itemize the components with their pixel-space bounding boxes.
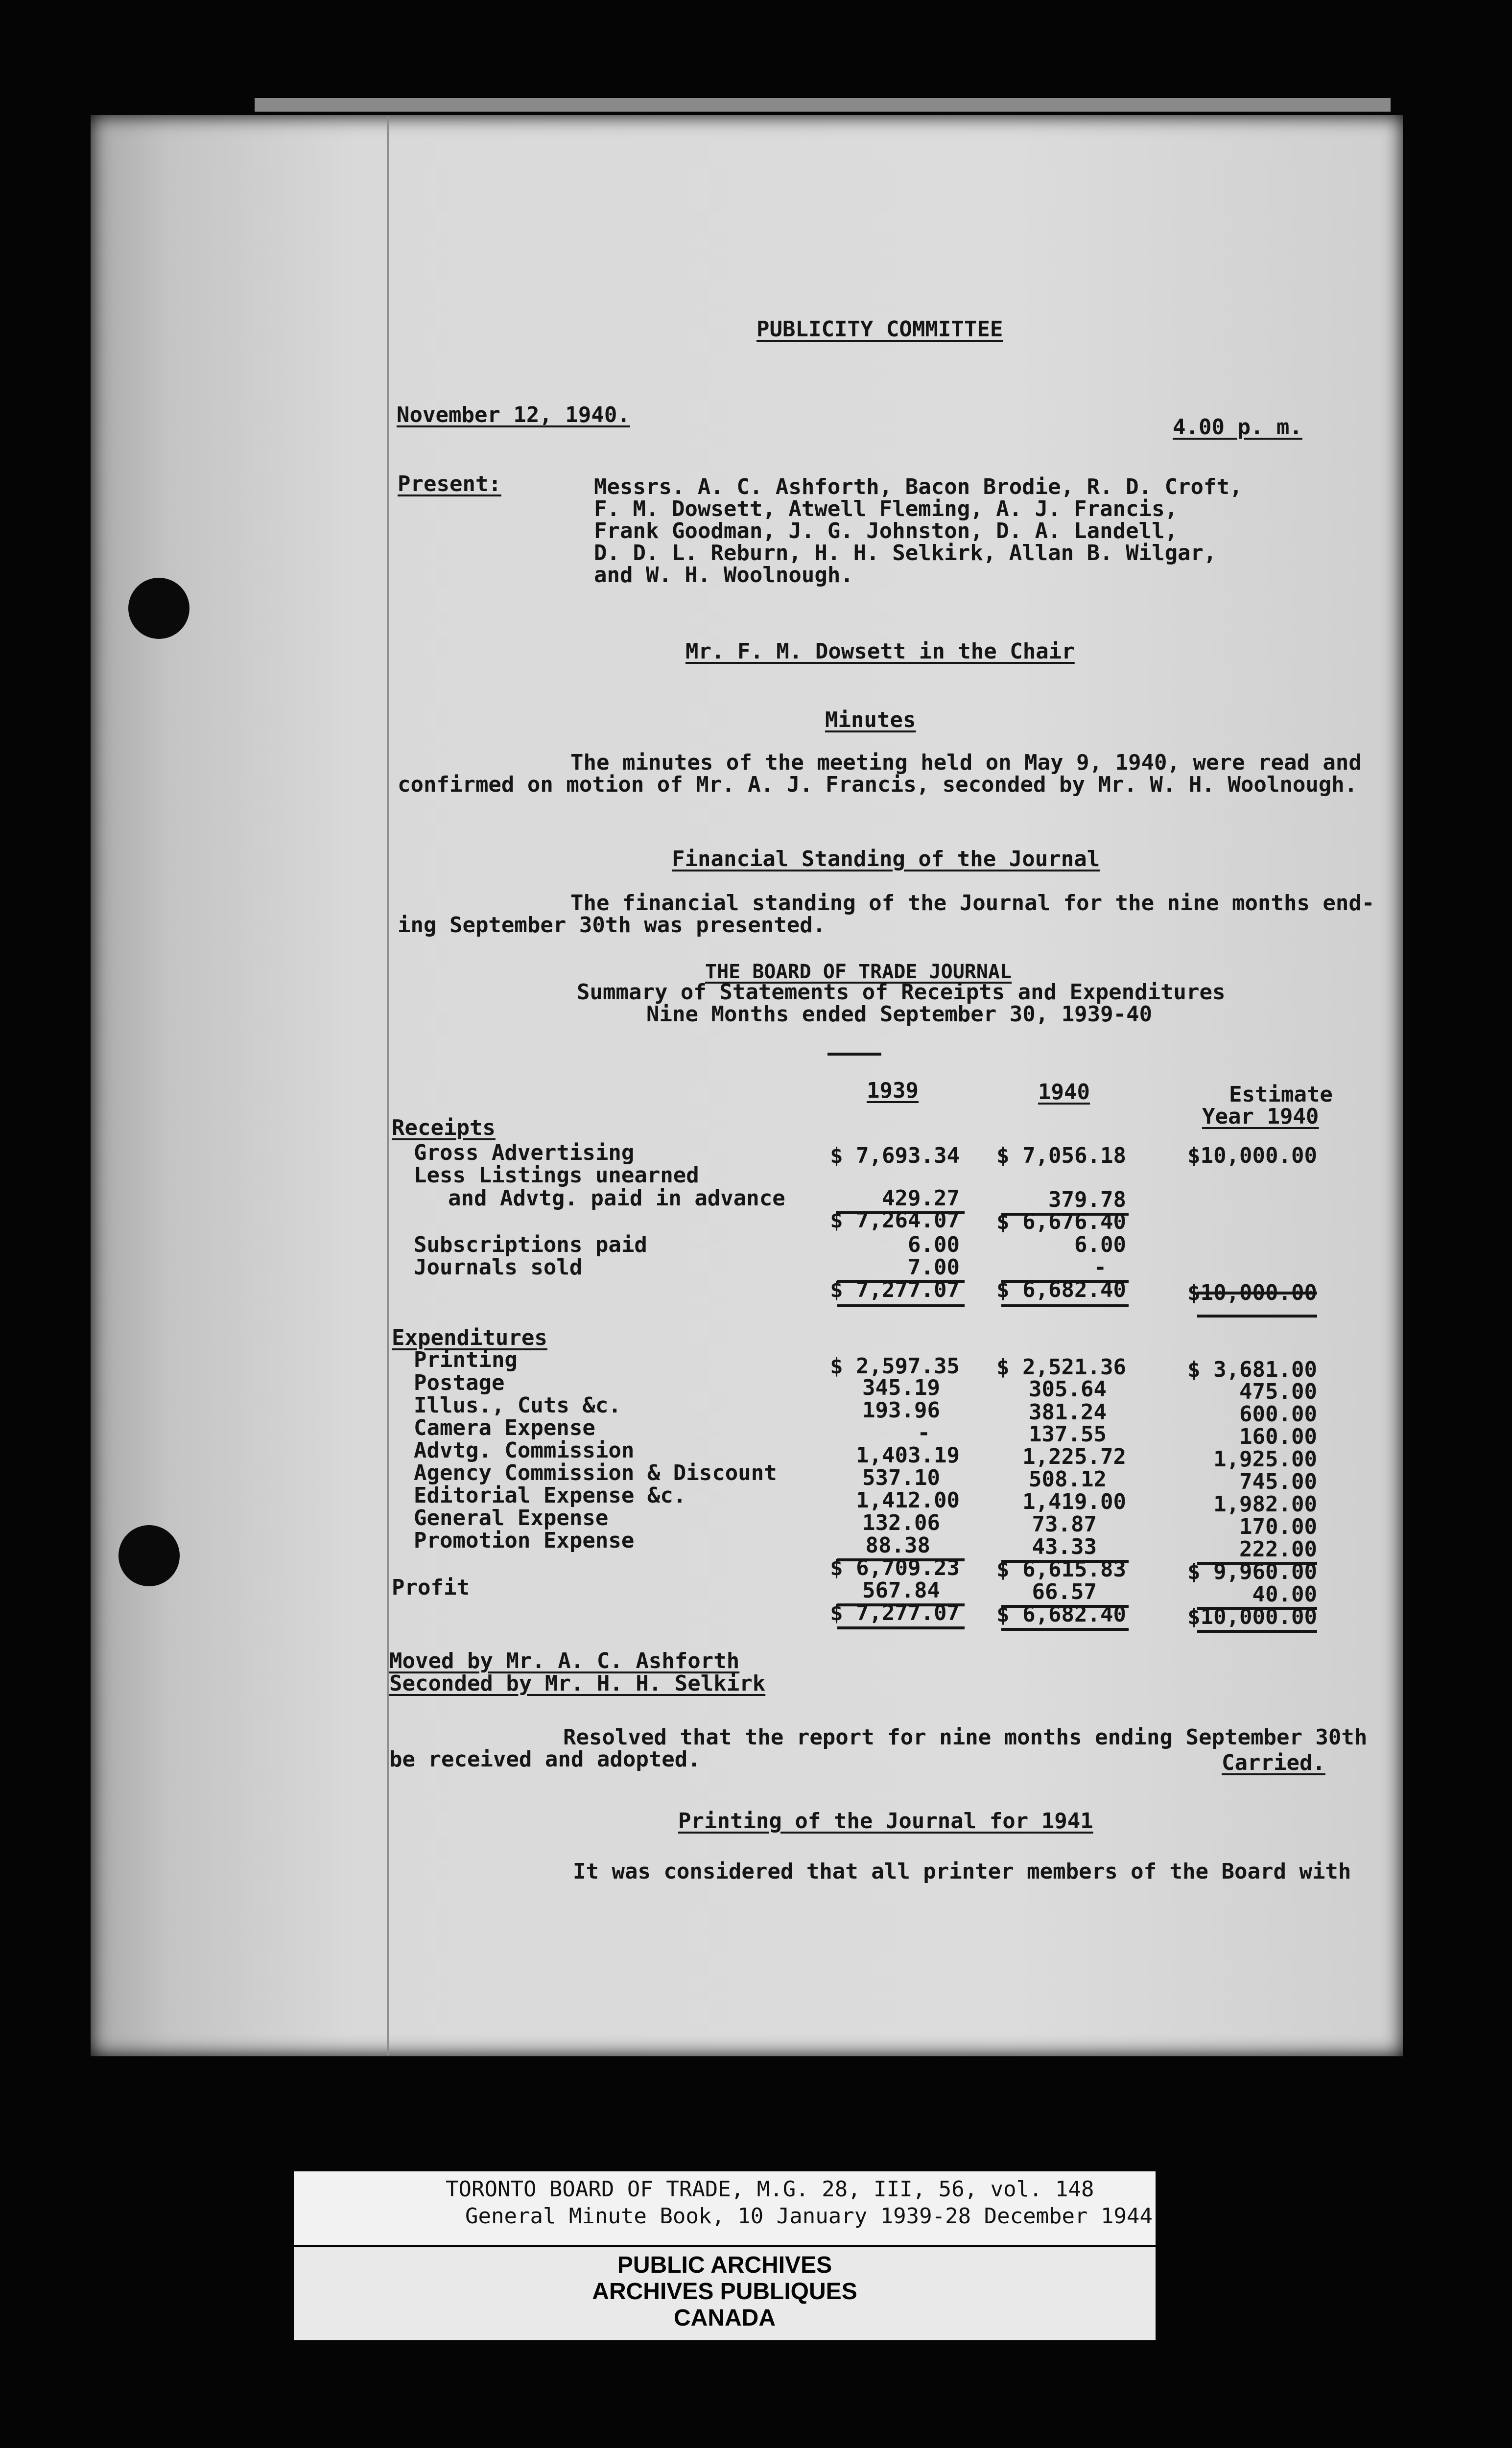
table-row-label: General Expense bbox=[414, 1506, 609, 1530]
resolution-line: be received and adopted. bbox=[389, 1747, 701, 1772]
table-cell-estimate: $10,000.00 bbox=[1187, 1604, 1317, 1629]
table-cell-1939: $ 2,597.35 bbox=[830, 1354, 960, 1379]
table-cell-1940: 508.12 bbox=[1029, 1467, 1107, 1492]
table-cell-1939: $ 6,709.23 bbox=[830, 1555, 960, 1580]
double-rule bbox=[837, 1304, 965, 1307]
table-cell-1939: 7.00 bbox=[908, 1255, 960, 1280]
table-cell-1939: - bbox=[917, 1420, 930, 1445]
table-cell-1939: 345.19 bbox=[862, 1375, 940, 1400]
table-cell-1939: $ 7,277.07 bbox=[830, 1277, 960, 1302]
table-cell-1940: 1,419.00 bbox=[1022, 1489, 1126, 1514]
document-heading: PUBLICITY COMMITTEE bbox=[756, 317, 1003, 342]
meeting-date: November 12, 1940. bbox=[397, 402, 630, 427]
receipts-label: Receipts bbox=[392, 1115, 496, 1140]
present-label: Present: bbox=[398, 471, 501, 496]
archives-stamp bbox=[294, 2247, 1156, 2340]
column-header-1940: 1940 bbox=[1038, 1080, 1090, 1105]
summary-subtitle: Nine Months ended September 30, 1939-40 bbox=[646, 1002, 1153, 1027]
carried-note: Carried. bbox=[1222, 1750, 1325, 1775]
double-rule bbox=[1197, 1630, 1317, 1633]
table-row-label: Subscriptions paid bbox=[414, 1232, 647, 1257]
table-cell-1940: $ 6,682.40 bbox=[996, 1277, 1126, 1302]
table-row-label: Less Listings unearned bbox=[414, 1163, 699, 1188]
table-row-label: Journals sold bbox=[414, 1255, 583, 1280]
minutes-heading: Minutes bbox=[825, 707, 916, 732]
table-cell-estimate: 160.00 bbox=[1239, 1424, 1317, 1449]
table-cell-1939: 193.96 bbox=[862, 1398, 940, 1423]
meeting-time: 4.00 p. m. bbox=[1173, 415, 1302, 440]
table-row-label: and Advtg. paid in advance bbox=[448, 1186, 785, 1211]
resolution-line: Resolved that the report for nine months ending September 30th bbox=[563, 1725, 1368, 1750]
seconded-by: Seconded by Mr. H. H. Selkirk bbox=[389, 1671, 766, 1696]
table-cell-estimate: 1,925.00 bbox=[1213, 1447, 1317, 1472]
column-header-1939: 1939 bbox=[867, 1078, 919, 1103]
table-cell-estimate: 745.00 bbox=[1239, 1469, 1317, 1494]
table-cell-estimate: $ 9,960.00 bbox=[1187, 1559, 1317, 1584]
table-cell-estimate: 600.00 bbox=[1239, 1402, 1317, 1427]
financial-text-line: The financial standing of the Journal for the nine months end- bbox=[570, 891, 1375, 916]
summary-subtitle: Summary of Statements of Receipts and Expenditures bbox=[577, 980, 1226, 1005]
printing-text-line: It was considered that all printer members of the Board with bbox=[573, 1859, 1351, 1884]
table-cell-1940: 43.33 bbox=[1032, 1534, 1097, 1559]
table-cell-1940: 379.78 bbox=[1048, 1187, 1126, 1212]
table-cell-estimate: 475.00 bbox=[1239, 1379, 1317, 1404]
table-cell-1940: $ 7,056.18 bbox=[996, 1143, 1126, 1168]
present-line: D. D. L. Reburn, H. H. Selkirk, Allan B. Wilgar, bbox=[594, 541, 1217, 565]
table-cell-1939: 567.84 bbox=[862, 1578, 940, 1603]
table-cell-estimate: 170.00 bbox=[1239, 1514, 1317, 1539]
title-rule bbox=[827, 1053, 881, 1056]
archive-name-french: ARCHIVES PUBLIQUES bbox=[592, 2279, 857, 2305]
double-rule bbox=[1001, 1628, 1129, 1631]
table-cell-1940: $ 2,521.36 bbox=[996, 1355, 1126, 1380]
financial-text-line: ing September 30th was presented. bbox=[398, 913, 826, 938]
moved-by: Moved by Mr. A. C. Ashforth bbox=[389, 1648, 740, 1673]
table-row-label: Gross Advertising bbox=[414, 1140, 635, 1165]
table-cell-1939: 132.06 bbox=[862, 1510, 940, 1535]
table-cell-estimate: 222.00 bbox=[1239, 1537, 1317, 1562]
archive-name-english: PUBLIC ARCHIVES bbox=[617, 2252, 832, 2278]
double-rule bbox=[1001, 1304, 1129, 1307]
table-cell-1940: 66.57 bbox=[1032, 1579, 1097, 1604]
table-cell-1940: 6.00 bbox=[1074, 1232, 1126, 1257]
table-cell-1939: 1,403.19 bbox=[856, 1443, 960, 1468]
table-cell-1940: $ 6,676.40 bbox=[996, 1209, 1126, 1234]
reference-line-1: TORONTO BOARD OF TRADE, M.G. 28, III, 56, vol. 148 bbox=[446, 2177, 1094, 2202]
table-row-label: Editorial Expense &c. bbox=[414, 1483, 686, 1508]
double-rule bbox=[1197, 1315, 1317, 1318]
expenditures-label: Expenditures bbox=[392, 1325, 547, 1350]
archive-country: CANADA bbox=[674, 2305, 776, 2331]
table-cell-estimate: $ 3,681.00 bbox=[1187, 1357, 1317, 1382]
printing-heading: Printing of the Journal for 1941 bbox=[678, 1809, 1093, 1834]
table-row-label: Postage bbox=[414, 1370, 505, 1395]
table-cell-1939: 537.10 bbox=[862, 1465, 940, 1490]
minutes-text-line: The minutes of the meeting held on May 9, 1940, were read and bbox=[570, 750, 1362, 775]
table-cell-1939: $ 7,277.07 bbox=[830, 1601, 960, 1625]
table-cell-estimate: 1,982.00 bbox=[1213, 1492, 1317, 1517]
table-cell-1940: 1,225.72 bbox=[1022, 1444, 1126, 1469]
table-cell-1940: 381.24 bbox=[1029, 1400, 1107, 1425]
table-row-label: Agency Commission & Discount bbox=[414, 1460, 777, 1485]
table-cell-1939: 429.27 bbox=[882, 1186, 960, 1211]
table-row-label: Illus., Cuts &c. bbox=[414, 1393, 621, 1418]
double-rule bbox=[837, 1626, 965, 1629]
reference-line-2: General Minute Book, 10 January 1939-28 December 1944 bbox=[465, 2204, 1153, 2229]
chair-heading: Mr. F. M. Dowsett in the Chair bbox=[685, 639, 1075, 664]
archive-reference-label bbox=[294, 2171, 1156, 2245]
table-cell-1940: - bbox=[1093, 1255, 1107, 1280]
present-line: and W. H. Woolnough. bbox=[594, 563, 853, 588]
column-header-estimate-year: Year 1940 bbox=[1202, 1104, 1319, 1129]
financial-heading: Financial Standing of the Journal bbox=[672, 847, 1100, 871]
table-cell-estimate: $10,000.00 bbox=[1187, 1143, 1317, 1168]
summary-title: THE BOARD OF TRADE JOURNAL bbox=[705, 961, 1012, 983]
table-row-label: Camera Expense bbox=[414, 1415, 595, 1440]
table-cell-1939: $ 7,264.07 bbox=[830, 1208, 960, 1233]
table-row-label: Promotion Expense bbox=[414, 1528, 635, 1553]
table-cell-1940: $ 6,615.83 bbox=[996, 1557, 1126, 1582]
table-cell-1940: $ 6,682.40 bbox=[996, 1602, 1126, 1627]
table-cell-1939: 6.00 bbox=[908, 1232, 960, 1257]
table-cell-1939: 1,412.00 bbox=[856, 1488, 960, 1513]
table-cell-1939: $ 7,693.34 bbox=[830, 1143, 960, 1168]
table-cell-estimate: $10,000.00 bbox=[1187, 1280, 1317, 1305]
column-header-estimate: Estimate bbox=[1229, 1082, 1333, 1107]
table-row-label: Printing bbox=[414, 1347, 518, 1372]
table-row-label: Profit bbox=[392, 1575, 470, 1600]
table-row-label: Advtg. Commission bbox=[414, 1438, 635, 1463]
minutes-text-line: confirmed on motion of Mr. A. J. Francis, seconded by Mr. W. H. Woolnough. bbox=[398, 772, 1358, 797]
table-cell-estimate: 40.00 bbox=[1252, 1582, 1317, 1607]
present-line: F. M. Dowsett, Atwell Fleming, A. J. Francis, bbox=[594, 496, 1178, 521]
table-cell-1940: 305.64 bbox=[1029, 1377, 1107, 1402]
present-line: Frank Goodman, J. G. Johnston, D. A. Landell, bbox=[594, 518, 1178, 543]
table-cell-1940: 137.55 bbox=[1029, 1422, 1107, 1447]
present-line: Messrs. A. C. Ashforth, Bacon Brodie, R. D. Croft, bbox=[594, 474, 1243, 499]
table-cell-1940: 73.87 bbox=[1032, 1512, 1097, 1537]
table-cell-1939: 88.38 bbox=[865, 1533, 930, 1558]
